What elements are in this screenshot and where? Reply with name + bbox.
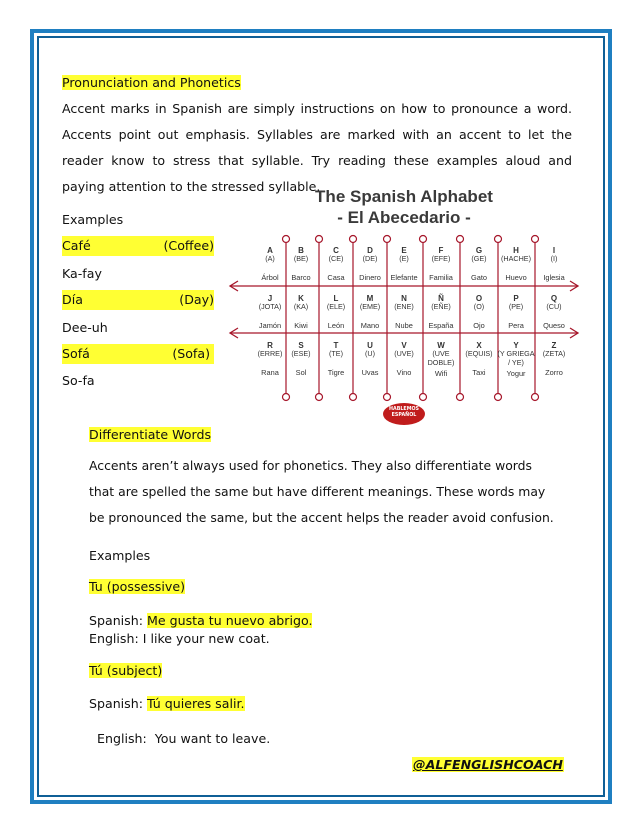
english-sentence: You want to leave. [150,731,271,746]
alphabet-letter: H [513,246,519,255]
example-meaning: (Day) [179,292,214,307]
alphabet-example-word: Zorro [545,367,563,377]
alphabet-letter: L [333,294,339,303]
chart-node-circle [316,394,323,401]
alphabet-letter: B [298,246,304,255]
alphabet-example-word: Pera [508,320,524,330]
alphabet-cell [460,246,498,282]
example-row [62,290,214,310]
alphabet-example-word: Wifi [434,369,448,378]
alphabet-letter-name: (A) [265,254,275,263]
example-pronunciation: So-fa [62,373,95,388]
chart-node-circle [283,394,290,401]
alphabet-example-word: Elefante [390,272,418,282]
example-row [62,344,214,364]
hablemos-espanol-logo: HABLEMOS ESPAÑOL [383,403,425,425]
section-heading-text: Pronunciation and Phonetics [62,75,241,90]
alphabet-letter-name: (I) [550,254,558,263]
alphabet-cell [460,294,498,330]
alphabet-example-word: Uvas [361,367,379,377]
alphabet-letter-name: (PE) [508,302,524,311]
example-heading [89,662,162,679]
section-heading-text: Differentiate Words [89,427,212,442]
alphabet-example-word: Taxi [472,367,486,377]
alphabet-letter: V [401,341,407,350]
alphabet-letter-name: (E) [399,254,409,263]
alphabet-letter: Z [551,341,557,350]
alphabet-letter: J [267,294,273,303]
alphabet-example-word: Iglesia [543,272,565,282]
alphabet-example-word: Dinero [359,272,381,282]
alphabet-cell [282,294,320,330]
spanish-sentence: Me gusta tu nuevo abrigo. [146,613,313,628]
alphabet-example-word: Rana [261,367,279,377]
alphabet-cell [317,341,355,377]
english-line [89,713,270,747]
chart-node-circle [495,236,502,243]
alphabet-letter-name: (TE) [329,349,343,358]
alphabet-cell [535,294,573,330]
alphabet-cell [351,294,389,330]
alphabet-letter: Q [550,294,558,303]
chart-node-circle [495,394,502,401]
alphabet-letter: T [333,341,339,350]
alphabet-letter: E [401,246,407,255]
alphabet-cell [422,294,460,330]
alphabet-cell [385,341,423,377]
example-row [62,236,214,256]
alphabet-cell [422,341,460,378]
alphabet-example-word: Yogur [506,369,526,378]
english-label: English: [89,631,143,646]
example-meaning: (Sofa) [172,346,210,361]
example-pronunciation: Ka-fay [62,266,102,281]
alphabet-letter-name: (UVE) [394,349,414,358]
spanish-label: Spanish: [89,613,147,628]
alphabet-letter: G [475,246,483,255]
alphabet-letter-name: (DE) [362,254,378,263]
alphabet-letter-name: (ERRE) [257,349,283,358]
chart-title: The Spanish Alphabet [315,187,493,206]
intro-paragraph: Accent marks in Spanish are simply instructions on how to pronounce a word. Accents point out emphasis. Syllables are marked with an accent to let the reader know to stress that syllable. Try reading these examples aloud and paying attention to the stressed syllable. [62,101,572,194]
chart-node-circle [457,236,464,243]
alphabet-example-word: Tigre [327,367,345,377]
alphabet-cell [535,246,573,282]
alphabet-example-word: Casa [327,272,345,282]
alphabet-example-word: Árbol [261,272,279,282]
example-meaning: (Coffee) [163,238,214,253]
alphabet-example-word: Queso [543,320,565,330]
alphabet-cell [460,341,498,377]
alphabet-letter-name: (ZETA) [542,349,566,358]
alphabet-letter-name: (CE) [328,254,344,263]
chart-node-circle [384,394,391,401]
chart-node-circle [283,236,290,243]
examples-heading: Examples [89,548,151,563]
alphabet-example-word: León [327,320,345,330]
chart-node-circle [532,236,539,243]
alphabet-example-word: Sol [295,367,307,377]
alphabet-letter: M [366,294,374,303]
alphabet-letter: U [367,341,373,350]
alphabet-letter: I [552,246,556,255]
alphabet-letter-name: (ENE) [394,302,414,311]
alphabet-example-word: Mano [360,320,380,330]
example-word: Café [62,238,91,253]
alphabet-letter: F [438,246,444,255]
alphabet-letter-name: (HACHE) [501,254,531,263]
alphabet-letter-name: (KA) [293,302,309,311]
chart-node-circle [350,394,357,401]
english-line [89,630,270,647]
alphabet-cell [497,294,535,330]
chart-node-circle [532,394,539,401]
example-word: Día [62,292,83,307]
alphabet-letter-name: (UVE DOBLE) [427,349,455,367]
example-pronunciation: Dee-uh [62,320,108,335]
alphabet-example-word: Jamón [258,320,282,330]
alphabet-example-word: Huevo [505,272,527,282]
alphabet-cell [385,294,423,330]
differentiate-paragraph: Accents aren’t always used for phonetics. They also differentiate words that are spelled the same but have different meanings. These words may be pronounced the same, but the accent helps the reader avoid confusion. [89,458,554,525]
alphabet-letter: S [298,341,304,350]
alphabet-cell [282,246,320,282]
alphabet-letter: N [401,294,407,303]
example-heading [89,578,185,595]
chart-node-circle [457,394,464,401]
alphabet-example-word: Barco [291,272,311,282]
spanish-label: Spanish: [89,696,147,711]
alphabet-letter-name: (Y GRIEGA / YE) [497,349,535,367]
alphabet-letter: P [513,294,519,303]
alphabet-letter-name: (BE) [293,254,309,263]
alphabet-cell [317,246,355,282]
chart-node-circle [420,394,427,401]
alphabet-letter: C [333,246,339,255]
alphabet-cell [351,341,389,377]
alphabet-letter-name: (GE) [471,254,487,263]
alphabet-cell [497,341,535,378]
alphabet-cell [351,246,389,282]
alphabet-letter: K [298,294,304,303]
chart-node-circle [384,236,391,243]
chart-subtitle: - El Abecedario - [337,208,471,227]
alphabet-cell [282,341,320,377]
section-heading [89,426,211,443]
alphabet-example-word: España [428,320,454,330]
example-heading-text: Tú (subject) [89,663,163,678]
alphabet-letter-name: (EME) [359,302,381,311]
alphabet-letter-name: (ELE) [326,302,346,311]
alphabet-letter: X [476,341,482,350]
alphabet-cell [497,246,535,282]
alphabet-cell [422,246,460,282]
alphabet-cell [317,294,355,330]
alphabet-letter-name: (CU) [546,302,562,311]
alphabet-example-word: Familia [429,272,453,282]
alphabet-letter-name: (JOTA) [258,302,282,311]
alphabet-cell [385,246,423,282]
section-heading [62,74,241,91]
example-heading-text: Tu (possessive) [89,579,185,594]
alphabet-letter: D [367,246,373,255]
spanish-sentence: Tú quieres salir. [146,696,245,711]
english-label: English: [97,731,151,746]
alphabet-letter-name: (O) [473,302,485,311]
footer-handle: @ALFENGLISHCOACH [413,757,563,772]
alphabet-example-word: Vino [396,367,412,377]
spanish-line [89,695,245,712]
alphabet-letter-name: (EQUIS) [465,349,493,358]
alphabet-example-word: Nube [395,320,413,330]
alphabet-example-word: Ojo [473,320,485,330]
alphabet-example-word: Kiwi [294,320,308,330]
alphabet-chart [228,183,580,430]
english-sentence: I like your new coat. [142,631,270,646]
alphabet-letter-name: (EFE) [431,254,451,263]
spanish-line [89,612,312,629]
alphabet-cell [535,341,573,377]
chart-node-circle [420,236,427,243]
alphabet-letter: R [267,341,273,350]
alphabet-letter: O [475,294,483,303]
alphabet-letter: W [437,341,445,350]
alphabet-letter-name: (EÑE) [431,302,451,311]
alphabet-letter: A [267,246,273,255]
example-word: Sofá [62,346,90,361]
alphabet-letter: Ñ [438,294,444,303]
alphabet-letter: Y [513,341,519,350]
alphabet-example-word: Gato [470,272,488,282]
examples-heading: Examples [62,212,124,227]
alphabet-letter-name: (ESE) [291,349,311,358]
chart-node-circle [350,236,357,243]
alphabet-letter-name: (U) [365,349,375,358]
chart-node-circle [316,236,323,243]
